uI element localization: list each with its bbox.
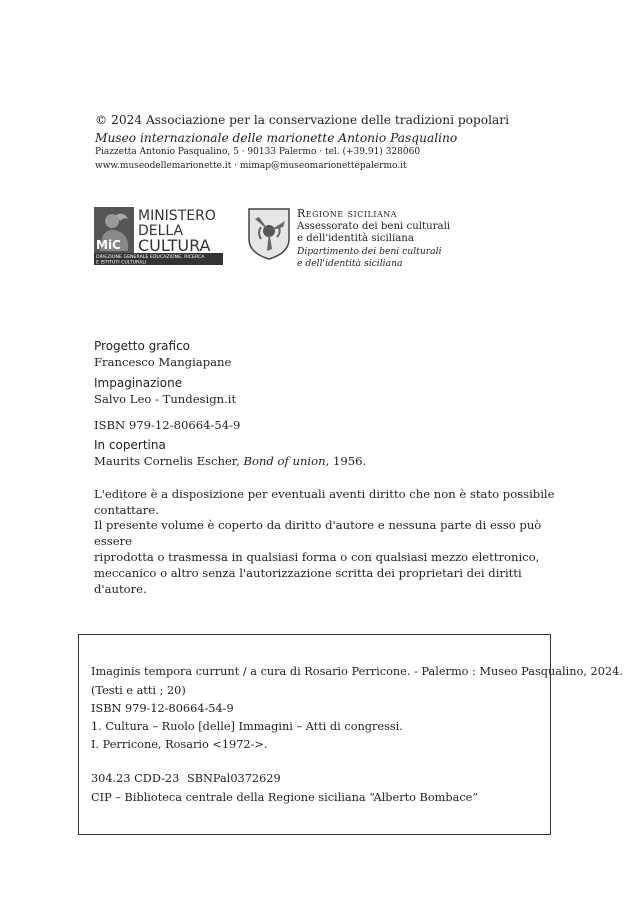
isbn: ISBN 979-12-80664-54-9 xyxy=(94,418,241,432)
layout-label: Impaginazione xyxy=(94,376,183,390)
mic-logo xyxy=(94,207,223,265)
museum-address: Piazzetta Antonio Pasqualino, 5 · 90133 Palermo · tel. (+39.91) 328060 xyxy=(95,147,421,157)
cover-label: In copertina xyxy=(94,438,166,452)
cover-year: , 1956. xyxy=(325,454,367,468)
regione-line2: e dell'identità siciliana xyxy=(297,233,414,244)
mic-abbr: MiC xyxy=(96,238,121,252)
mic-dept2: E ISTITUTI CULTURALI xyxy=(96,260,147,265)
cataloging-class: 304.23 CDD-23 xyxy=(91,772,180,785)
cataloging-line2: (Testi e atti ; 20) xyxy=(91,684,186,697)
cataloging-line4: 1. Cultura – Ruolo [delle] Immagini – Atti di congressi. xyxy=(91,720,403,733)
notice-p2-line3: meccanico o altro senza l'autorizzazione scritta dei proprietari dei diritti d'autore. xyxy=(94,566,522,596)
mic-line1: MINISTERO xyxy=(138,208,216,224)
regione-line1: Assessorato dei beni culturali xyxy=(297,220,451,232)
notice-p1-line1: L'editore è a disposizione per eventuali aventi diritto che non è stato possibile xyxy=(94,487,555,501)
mic-line2: DELLA xyxy=(138,223,184,239)
notice-p1-line2: contattare. xyxy=(94,503,159,517)
regione-line3: Dipartimento dei beni culturali xyxy=(297,245,442,257)
mic-logo-graphic xyxy=(94,207,223,265)
cover-author: Maurits Cornelis Escher, xyxy=(94,454,244,468)
museum-name: Museo internazionale delle marionette Antonio Pasqualino xyxy=(95,131,458,145)
regione-siciliana-text xyxy=(297,208,450,270)
regione-line4: e dell'identità siciliana xyxy=(297,257,403,269)
design-value: Francesco Mangiapane xyxy=(94,355,232,369)
mic-dept1: DIREZIONE GENERALE EDUCAZIONE, RICERCA xyxy=(96,255,205,260)
notice-rights-holders xyxy=(94,486,564,518)
museum-web-contacts: www.museodellemarionette.it · mimap@museomarionettepalermo.it xyxy=(95,161,407,171)
notice-copyright xyxy=(94,517,564,597)
cataloging-sbn: SBNPal0372629 xyxy=(187,772,281,785)
regione-siciliana-emblem xyxy=(247,207,291,260)
cataloging-line1: Imaginis tempora currunt / a cura di Rosario Perricone. - Palermo : Museo Pasqualino, 2024. xyxy=(91,665,623,678)
regione-title: Regione siciliana xyxy=(297,207,398,220)
cataloging-cip: CIP – Biblioteca centrale della Regione siciliana “Alberto Bombace” xyxy=(91,791,479,804)
cataloging-line3: ISBN 979-12-80664-54-9 xyxy=(91,702,234,715)
cover-credit xyxy=(94,454,366,468)
copyright-line: © 2024 Associazione per la conservazione delle tradizioni popolari xyxy=(95,113,510,127)
notice-p2-line1: Il presente volume è coperto da diritto d'autore e nessuna parte di esso può essere xyxy=(94,518,542,548)
cataloging-line5: I. Perricone, Rosario <1972->. xyxy=(91,738,268,751)
cover-title: Bond of union xyxy=(243,454,326,468)
mic-line3: CULTURA xyxy=(138,236,211,255)
notice-p2-line2: riprodotta o trasmessa in qualsiasi forma o con qualsiasi mezzo elettronico, xyxy=(94,550,540,564)
design-label: Progetto grafico xyxy=(94,339,191,353)
layout-value: Salvo Leo - Tundesign.it xyxy=(94,392,237,406)
